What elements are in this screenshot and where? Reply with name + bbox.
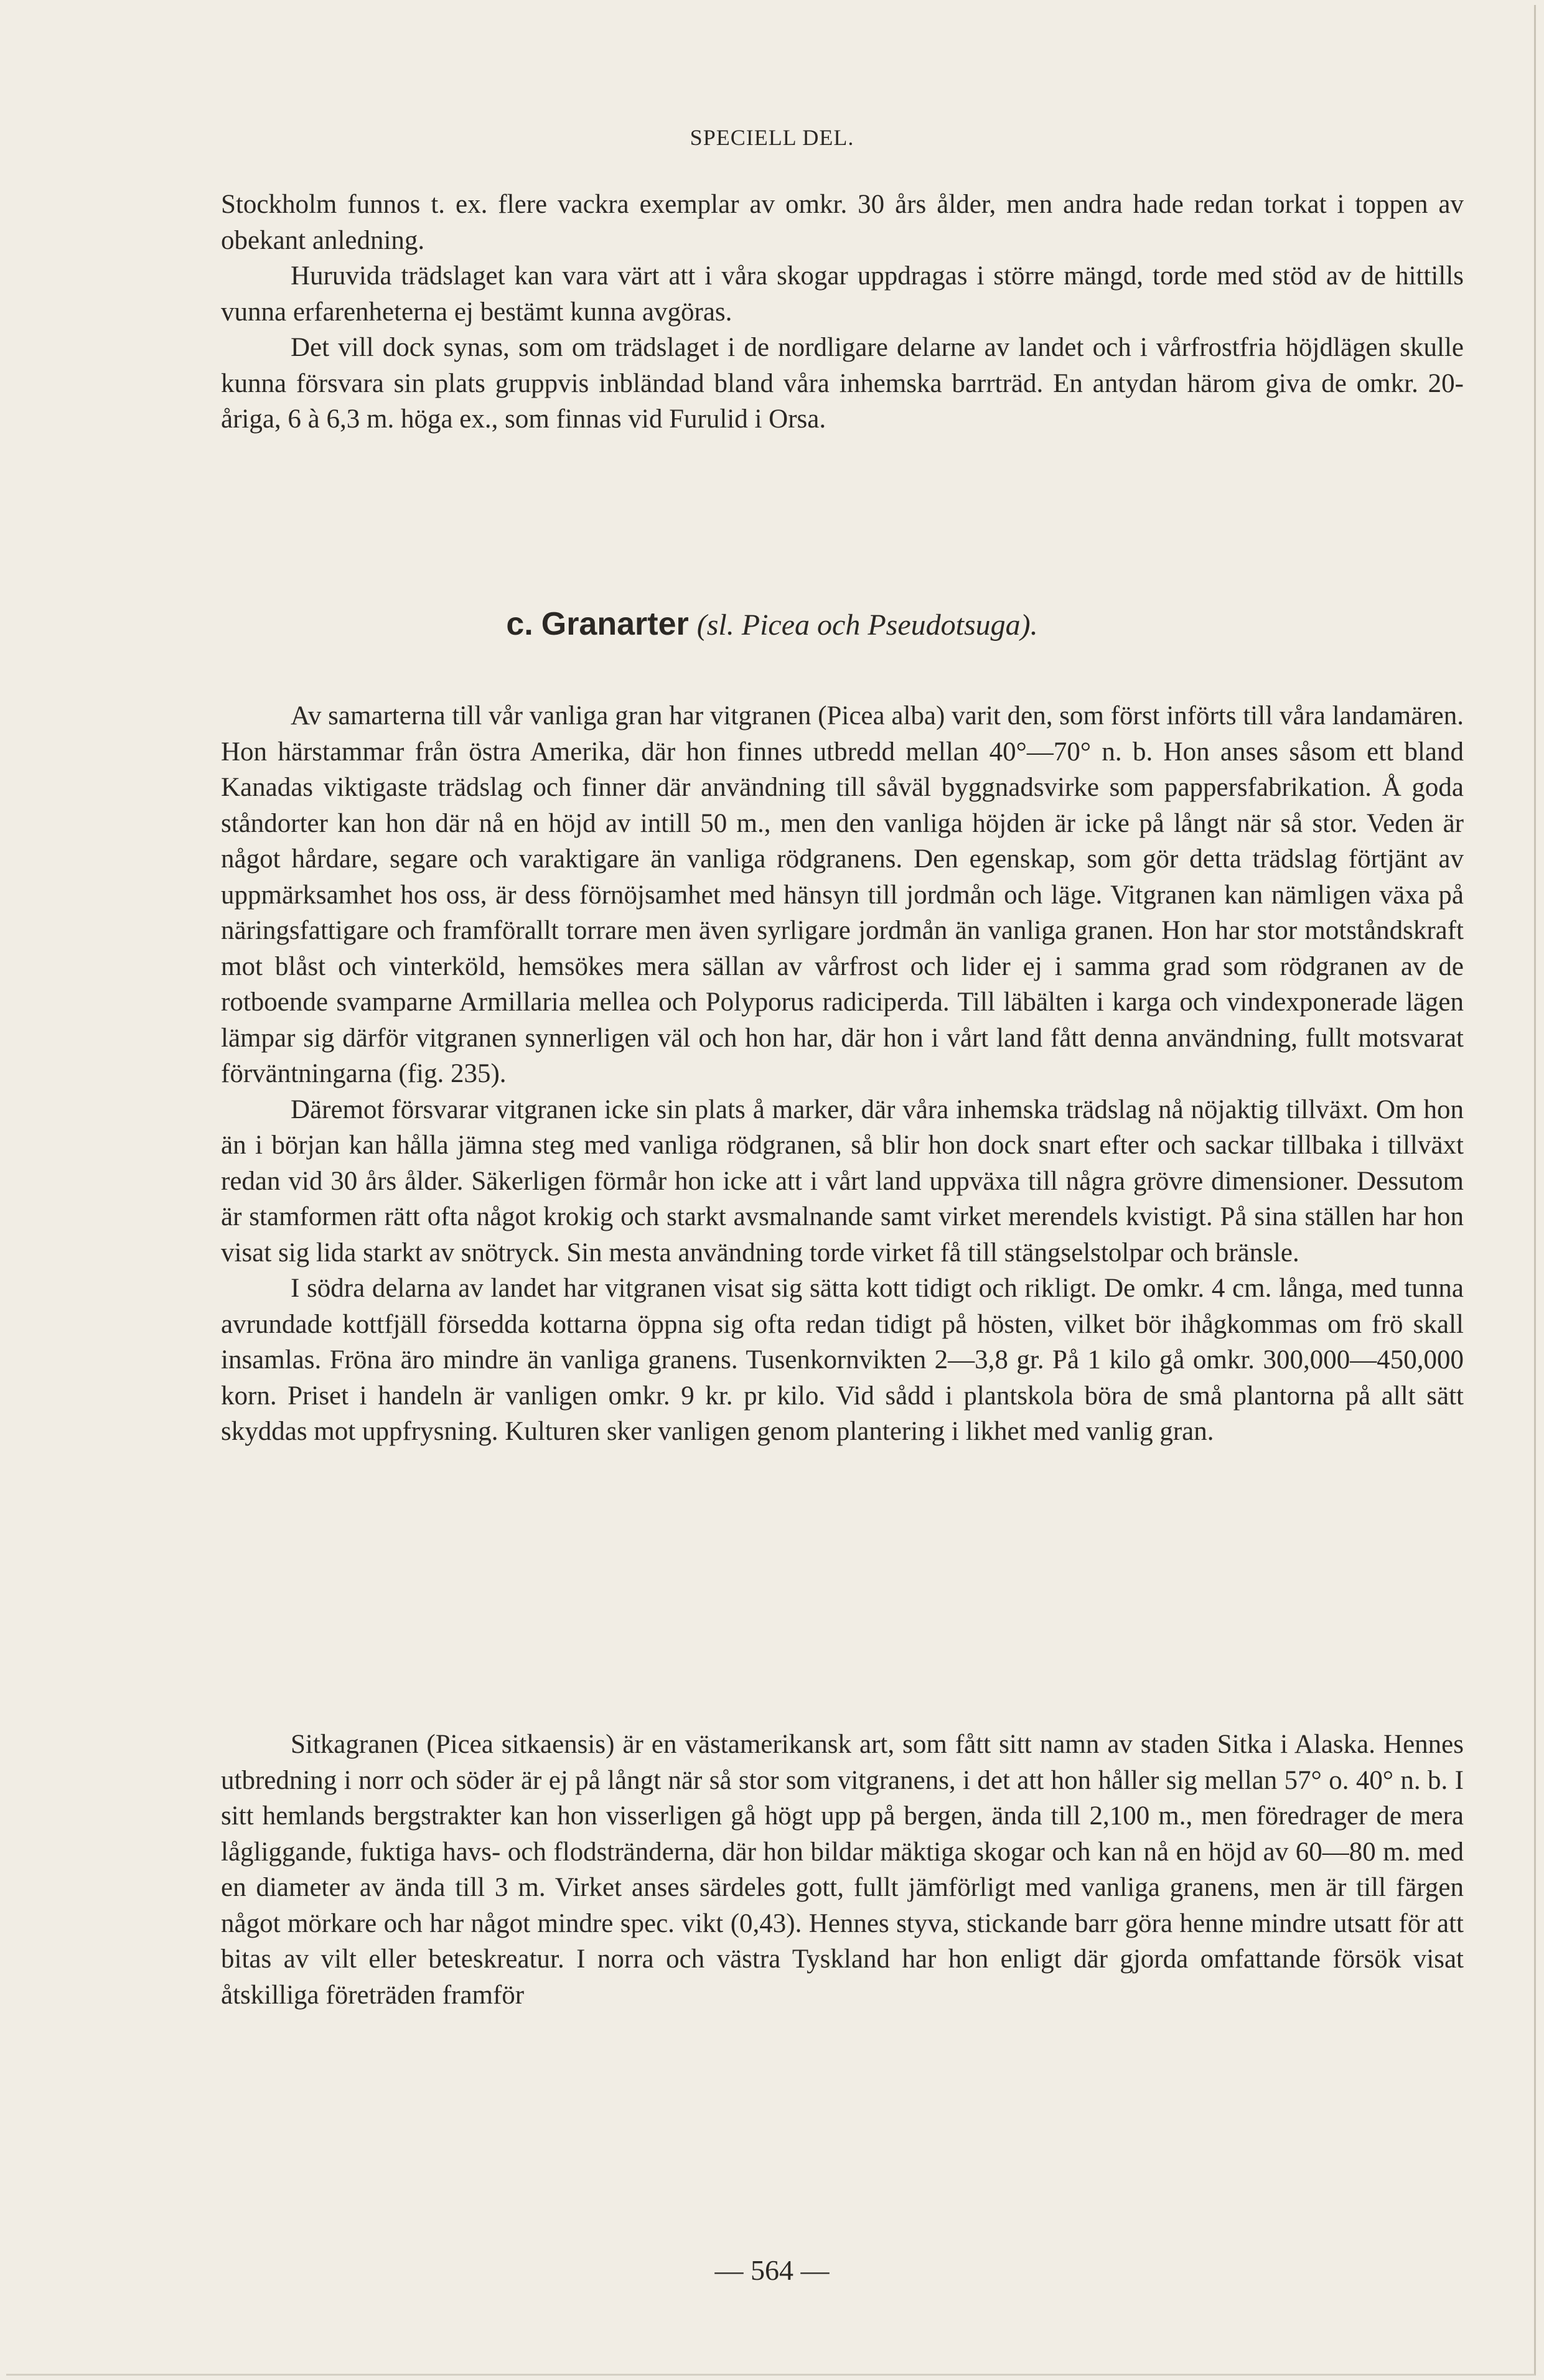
paragraph: Av samarterna till vår vanliga gran har vitgranen (Picea alba) varit den, som först införts till våra landamären. Hon härstammar från östra Amerika, där hon finnes utbredd mellan 40°—70° n. b. Hon anses såsom ett bland Kanadas viktigaste trädslag och finner där användning till såväl byggnadsvirke som pappersfabrikation. Å goda ståndorter kan hon där nå en höjd av intill 50 m., men den vanliga höjden är icke på långt när så stor. Veden är något hårdare, segare och varaktigare än vanliga rödgranens. Den egenskap, som gör detta trädslag förtjänt av uppmärksamhet hos oss, är dess förnöjsamhet med hänsyn till jordmån och läge. Vitgranen kan nämligen växa på näringsfattigare och framförallt torrare men även syrligare jordmån än vanliga granen. Hon har stor motståndskraft mot blåst och vinterköld, hemsökes mera sällan av vårfrost och lider ej i samma grad som rödgranen av de rotboende svamparne Armillaria mellea och Polyporus radiciperda. Till läbälten i karga och vindexponerade lägen lämpar sig därför vitgranen synnerligen väl och hon har, där hon i vårt land fått denna användning, fullt motsvarat förväntningarna (fig. 235). xyxy=(221,701,1464,1088)
paragraph: Stockholm funnos t. ex. flere vackra exemplar av omkr. 30 års ålder, men andra hade redan torkat i toppen av obekant anledning. xyxy=(221,190,1464,255)
section-sitkagranen xyxy=(221,1727,1464,2013)
section-heading xyxy=(0,602,1544,647)
page-number: — 564 — xyxy=(714,2254,830,2286)
section-continuation xyxy=(221,187,1464,437)
paragraph: I södra delarna av landet har vitgranen visat sig sätta kott tidigt och rikligt. De omkr. 4 cm. långa, med tunna avrundade kottfjäll försedda kottarna öppna sig ofta redan tidigt på hösten, vilket bör ihågkommas om frö skall insamlas. Fröna äro mindre än vanliga granens. Tusenkornvikten 2—3,8 gr. På 1 kilo gå omkr. 300,000—450,000 korn. Priset i handeln är vanligen omkr. 9 kr. pr kilo. Vid sådd i plantskola böra de små plantorna på allt sätt skyddas mot uppfrysning. Kulturen sker vanligen genom plantering i likhet med vanlig gran. xyxy=(221,1274,1464,1446)
section-vitgranen xyxy=(221,698,1464,1450)
paragraph: Det vill dock synas, som om trädslaget i de nordligare delarne av landet och i vårfrostfria höjdlägen skulle kunna försvara sin plats gruppvis inbländad bland våra inhemska barrträd. En antydan härom giva de omkr. 20-åriga, 6 à 6,3 m. höga ex., som finnas vid Furulid i Orsa. xyxy=(221,333,1464,434)
paragraph: Huruvida trädslaget kan vara värt att i våra skogar uppdragas i större mängd, torde med stöd av de hittills vunna erfarenheterna ej bestämt kunna avgöras. xyxy=(221,261,1464,327)
running-header: SPECIELL DEL. xyxy=(690,125,854,150)
heading-title: Granarter xyxy=(541,606,689,642)
heading-letter: c. xyxy=(506,606,533,642)
heading-subtitle: (sl. Picea och Pseudotsuga). xyxy=(696,609,1038,642)
paragraph: Sitkagranen (Picea sitkaensis) är en västamerikansk art, som fått sitt namn av staden Sitka i Alaska. Hennes utbredning i norr och söder är ej på långt när så stor som vitgranens, i det att hon håller sig mellan 57° o. 40° n. b. I sitt hemlands bergstrakter kan hon visserligen gå högt upp på bergen, ända till 2,100 m., men föredrager de mera lågliggande, fuktiga havs- och flodstränderna, där hon bildar mäktiga skogar och kan nå en höjd av 60—80 m. med en diameter av ända till 3 m. Virket anses särdeles gott, fullt jämförligt med vanliga granens, men är till färgen något mörkare och har något mindre spec. vikt (0,43). Hennes styva, stickande barr göra henne mindre utsatt för att bitas av vilt eller beteskreatur. I norra och västra Tyskland har hon enligt där gjorda omfattande försök visat åtskilliga företräden framför xyxy=(221,1730,1464,2010)
paragraph: Däremot försvarar vitgranen icke sin plats å marker, där våra inhemska trädslag nå nöjaktig tillväxt. Om hon än i början kan hålla jämna steg med vanliga rödgranen, så blir hon dock snart efter och sackar tillbaka i tillväxt redan vid 30 års ålder. Säkerligen förmår hon icke att i vårt land uppväxa till några grövre dimensioner. Dessutom är stamformen rätt ofta något krokig och starkt avsmalnande samt virket merendels kvistigt. På sina ställen har hon visat sig lida starkt av snötryck. Sin mesta användning torde virket få till stängselstolpar och bränsle. xyxy=(221,1094,1464,1267)
